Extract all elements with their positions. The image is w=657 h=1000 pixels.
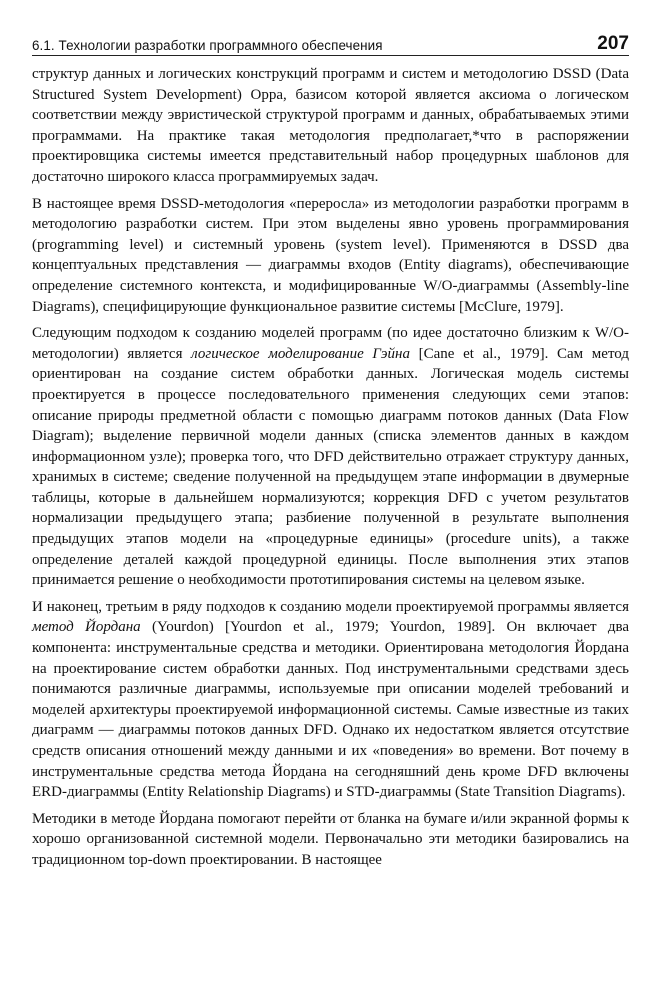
paragraph-1 [32,64,629,188]
emphasis-term: метод Йордана [32,619,141,636]
paragraph-run: (Yourdon) [Yourdon et al., 1979; Yourdon, 1989]. Он включает два компонента: инструментальные средства и методики. Ориентирована методология Йордана на проектирование систем обработки данных. Под инструментальными средствами здесь понимаются различные диаграммы, используемые при описании моделей требований и моделей архитектуры проектируемой информационной системы. Самые известные из таких диаграмм — диаграммы потоков данных DFD. Однако их недостатком является отсутствие средств описания отношений между данными и их «поведения» во времени. Вот почему в инструментальные средства метода Йордана на сегодняшний день кроме DFD включены ERD-диаграммы (Entity Relationship Diagrams) и STD-диаграммы (State Transition Diagrams). [32,619,629,801]
paragraph-3 [32,323,629,591]
paragraph-run: И наконец, третьим в ряду подходов к созданию модели проектируемой программы является [32,598,629,615]
paragraph-run: [Cane et al., 1979]. Сам метод ориентирован на создание систем обработки данных. Логическая модель системы проектируется в процессе последовательного применения следующих семи этапов: описание природы предметной области с помощью диаграмм потоков данных (Data Flow Diagram); выделение первичной модели данных (списка элементов данных в каждом информационном узле); проверка того, что DFD действительно отражает структуру данных, хранимых в системе; сведение полученной на предыдущем этапе информации в двумерные таблицы, которые в дальнейшем нормализуются; коррекция DFD с учетом результатов нормализации предыдущего этапа; разбиение полученной в результате выполнения предыдущих этапов модели на «процедурные единицы» (procedure units), а также определение деталей каждой процедурной единицы. После выполнения этих этапов принимается решение о необходимости прототипирования системы на целевом языке. [32,345,629,589]
paragraph-run: Следующим подходом к созданию моделей программ (по идее достаточно близким к W/O-методологии) является [32,325,629,362]
running-head: 6.1. Технологии разработки программного обеспечения [32,38,383,53]
paragraph-2 [32,194,629,318]
page-number: 207 [597,33,629,54]
paragraph-run: Методики в методе Йордана помогают перейти от бланка на бумаге и/или экранной формы к хорошо организованной системной модели. Первоначально эти методики базировались на традиционном top-down проектировании. В настоящее [32,810,629,868]
paragraph-4 [32,597,629,803]
emphasis-term: логическое моделирование Гэйна [191,345,410,362]
paragraph-5 [32,809,629,871]
paragraph-run: структур данных и логических конструкций программ и систем и методологию DSSD (Data Structured System Development) Орра, базисом которой является аксиома о логическом соответствии между эвристической структурой программ и данных, обрабатываемых этими программами. На практике такая методология предполагает,*что в распоряжении проектировщика системы имеется представительный набор процедурных шаблонов для достаточно широкого класса программируемых задач. [32,66,629,185]
body-text [32,64,629,871]
page-header [32,34,629,56]
paragraph-run: В настоящее время DSSD-методология «переросла» из методологии разработки программ в методологию разработки систем. При этом выделены явно уровень программирования (programming level) и системный уровень (system level). Применяются в DSSD два концептуальных представления — диаграммы входов (Entity diagrams), обеспечивающие определение системного контекста, и модифицированные W/O-диаграммы (Assembly-line Diagrams), специфицирующие функциональное развитие системы [McClure, 1979]. [32,195,629,315]
